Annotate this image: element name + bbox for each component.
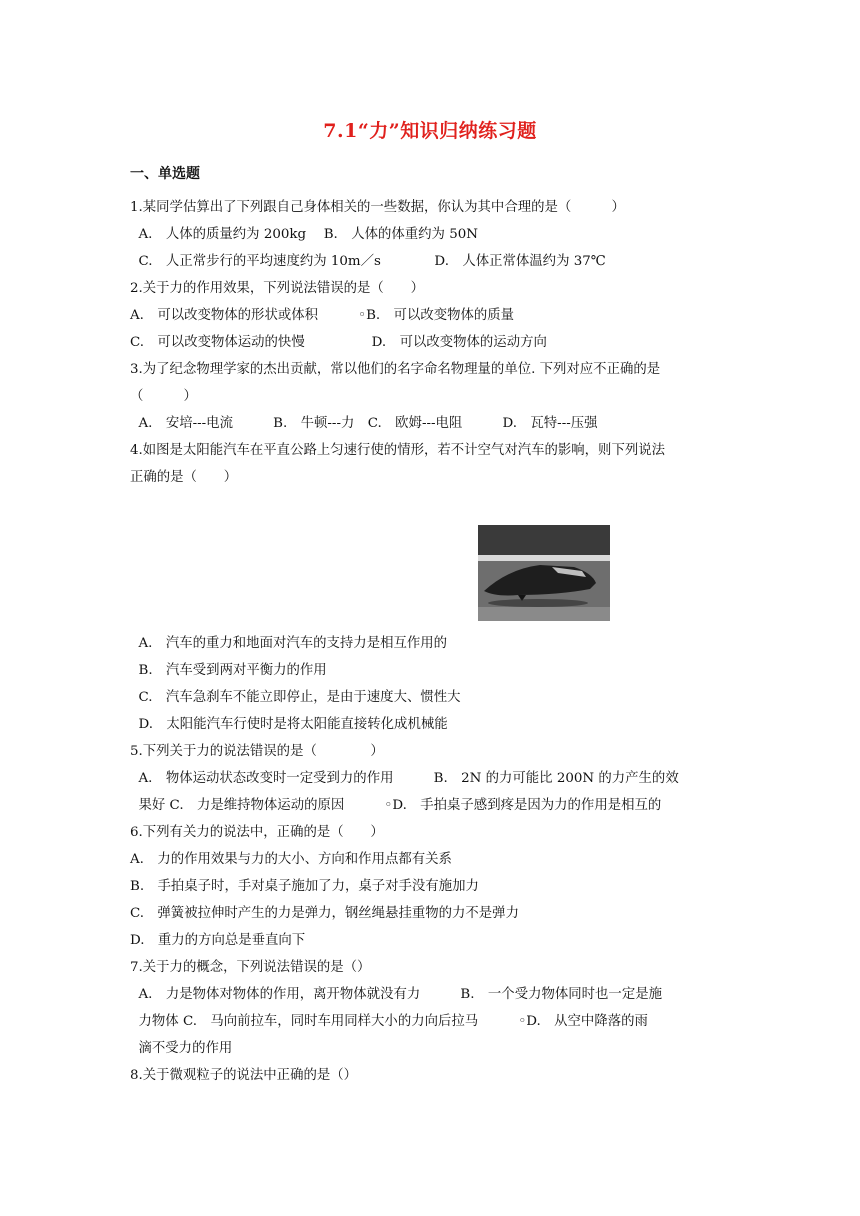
question-5-options-line2: 果好 C. 力是维持物体运动的原因 ◦D. 手拍桌子感到疼是因为力的作用是相互的 — [130, 798, 662, 813]
question-6-option-b: B. 手拍桌子时，手对桌子施加了力，桌子对手没有施加力 — [130, 879, 479, 894]
question-5-options-line1: A. 物体运动状态改变时一定受到力的作用 B. 2N 的力可能比 200N 的力产生的效 — [130, 771, 679, 786]
question-4-stem: 4.如图是太阳能汽车在平直公路上匀速行使的情形，若不计空气对汽车的影响，则下列说法 — [130, 443, 666, 458]
question-1-options-ab: A. 人体的质量约为 200kg B. 人体的体重约为 50N — [130, 227, 478, 242]
solar-car-photo — [478, 525, 610, 621]
question-4-option-b: B. 汽车受到两对平衡力的作用 — [130, 663, 327, 678]
question-3-stem-cont: （ ） — [130, 389, 197, 404]
question-1-stem: 1.某同学估算出了下列跟自己身体相关的一些数据，你认为其中合理的是（ ） — [130, 200, 625, 215]
question-4-option-c: C. 汽车急刹车不能立即停止，是由于速度大、惯性大 — [130, 690, 461, 705]
question-5-stem: 5.下列关于力的说法错误的是（ ） — [130, 744, 384, 759]
question-3-stem: 3.为了纪念物理学家的杰出贡献，常以他们的名字命名物理量的单位. 下列对应不正确的是 — [130, 362, 661, 377]
question-6-option-c: C. 弹簧被拉伸时产生的力是弹力，钢丝绳悬挂重物的力不是弹力 — [130, 906, 519, 921]
document-title: 7.1“力”知识归纳练习题 — [323, 120, 537, 142]
question-6-option-a: A. 力的作用效果与力的大小、方向和作用点都有关系 — [130, 852, 452, 867]
question-7-options-line2: 力物体 C. 马向前拉车，同时车用同样大小的力向后拉马 ◦D. 从空中降落的雨 — [130, 1014, 648, 1029]
question-4-option-a: A. 汽车的重力和地面对汽车的支持力是相互作用的 — [130, 636, 448, 651]
question-4-stem-cont: 正确的是（ ） — [130, 470, 238, 485]
question-2-options-cd: C. 可以改变物体运动的快慢 D. 可以改变物体的运动方向 — [130, 335, 547, 350]
question-2-options-ab: A. 可以改变物体的形状或体积 ◦B. 可以改变物体的质量 — [130, 308, 515, 323]
section-heading: 一、单选题 — [130, 166, 200, 182]
question-6-stem: 6.下列有关力的说法中，正确的是（ ） — [130, 825, 384, 840]
question-3-options: A. 安培---电流 B. 牛顿---力 C. 欧姆---电阻 D. 瓦特---压强 — [130, 416, 598, 431]
question-2-stem: 2.关于力的作用效果，下列说法错误的是（ ） — [130, 281, 424, 296]
question-4-option-d: D. 太阳能汽车行使时是将太阳能直接转化成机械能 — [130, 717, 448, 732]
question-7-options-line1: A. 力是物体对物体的作用，离开物体就没有力 B. 一个受力物体同时也一定是施 — [130, 987, 662, 1002]
question-1-options-cd: C. 人正常步行的平均速度约为 10m／s D. 人体正常体温约为 37℃ — [130, 254, 606, 269]
question-7-options-line3: 滴不受力的作用 — [130, 1041, 233, 1056]
question-6-option-d: D. 重力的方向总是垂直向下 — [130, 933, 306, 948]
question-8-stem: 8.关于微观粒子的说法中正确的是（） — [130, 1068, 358, 1083]
question-7-stem: 7.关于力的概念，下列说法错误的是（） — [130, 960, 371, 975]
